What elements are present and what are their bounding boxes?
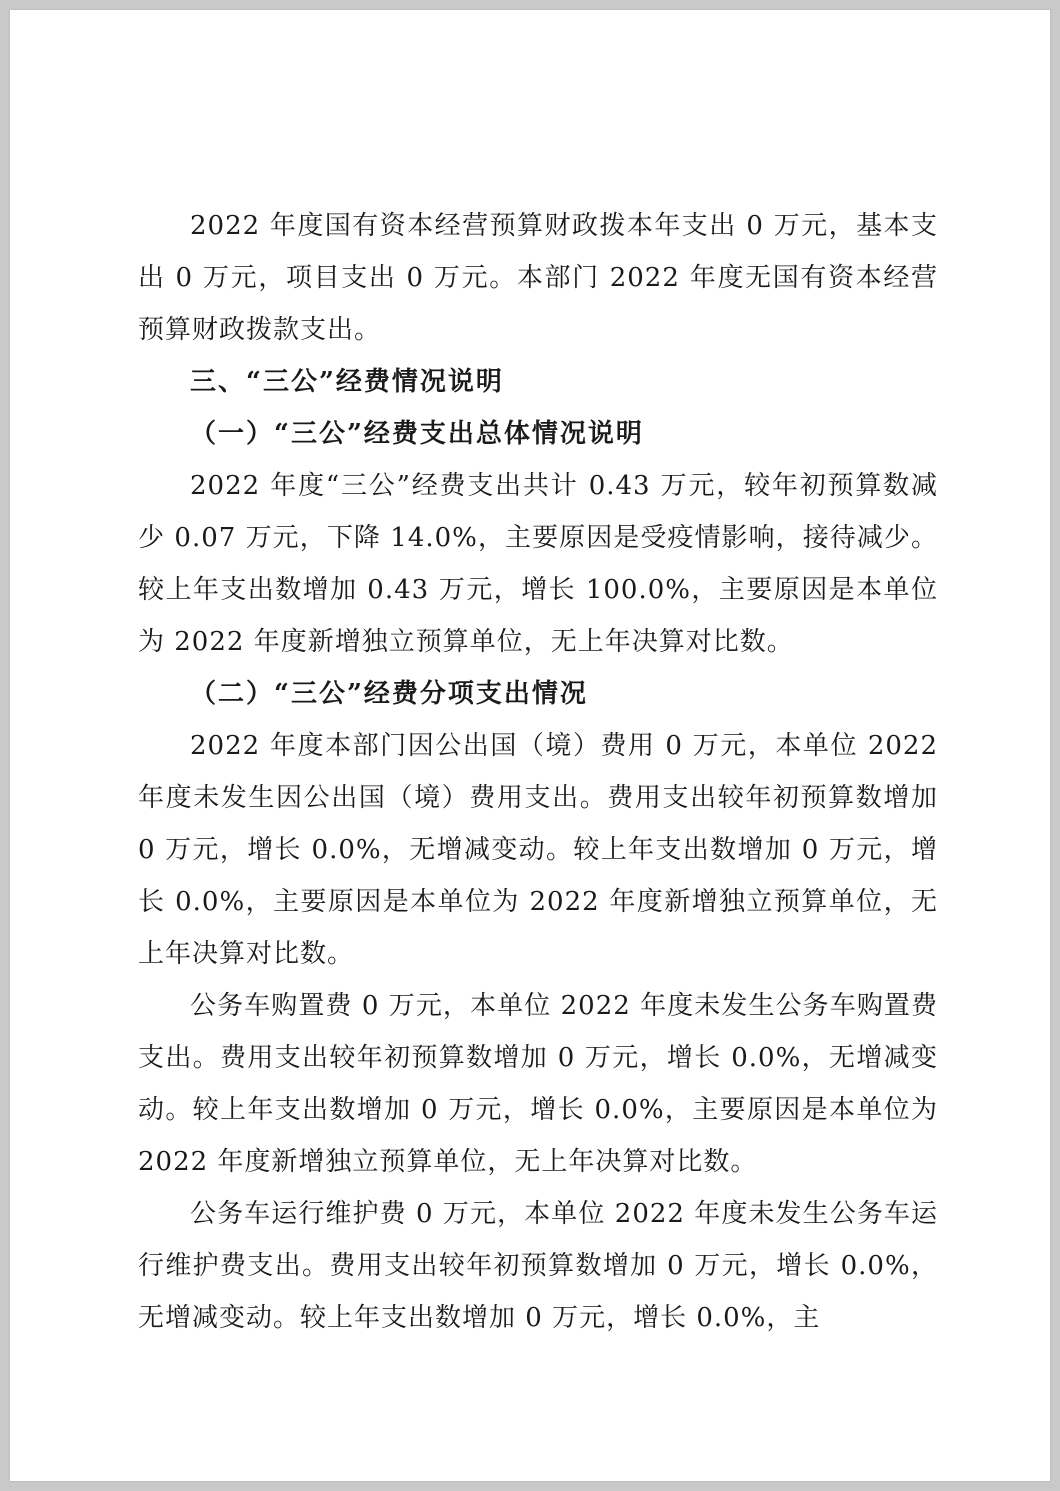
paragraph-overall-expenses: 2022 年度“三公”经费支出共计 0.43 万元，较年初预算数减少 0.07 万元，下降 14.0%，主要原因是受疫情影响，接待减少。较上年支出数增加 0.43 万元，增长 100.0%，主要原因是本单位为 2022 年度新增独立预算单位，无上年决算对比数。 <box>138 471 938 657</box>
subsection-heading-overall: （一）“三公”经费支出总体情况说明 <box>190 419 644 449</box>
document-page <box>10 10 1050 1481</box>
subsection-heading-itemized: （二）“三公”经费分项支出情况 <box>190 679 588 709</box>
paragraph-vehicle-purchase: 公务车购置费 0 万元，本单位 2022 年度未发生公务车购置费支出。费用支出较年初预算数增加 0 万元，增长 0.0%，无增减变动。较上年支出数增加 0 万元，增长 0.0%，主要原因是本单位为 2022 年度新增独立预算单位，无上年决算对比数。 <box>138 991 938 1177</box>
section-heading-three-public-expenses: 三、“三公”经费情况说明 <box>190 367 504 397</box>
paragraph-overseas-travel: 2022 年度本部门因公出国（境）费用 0 万元，本单位 2022 年度未发生因公出国（境）费用支出。费用支出较年初预算数增加 0 万元，增长 0.0%，无增减变动。较上年支出数增加 0 万元，增长 0.0%，主要原因是本单位为 2022 年度新增独立预算单位，无上年决算对比数。 <box>138 731 938 969</box>
document-body <box>138 200 938 1344</box>
paragraph-state-capital-budget: 2022 年度国有资本经营预算财政拨本年支出 0 万元，基本支出 0 万元，项目支出 0 万元。本部门 2022 年度无国有资本经营预算财政拨款支出。 <box>138 211 938 345</box>
paragraph-vehicle-maintenance: 公务车运行维护费 0 万元，本单位 2022 年度未发生公务车运行维护费支出。费用支出较年初预算数增加 0 万元，增长 0.0%，无增减变动。较上年支出数增加 0 万元，增长 0.0%，主 <box>138 1199 938 1333</box>
